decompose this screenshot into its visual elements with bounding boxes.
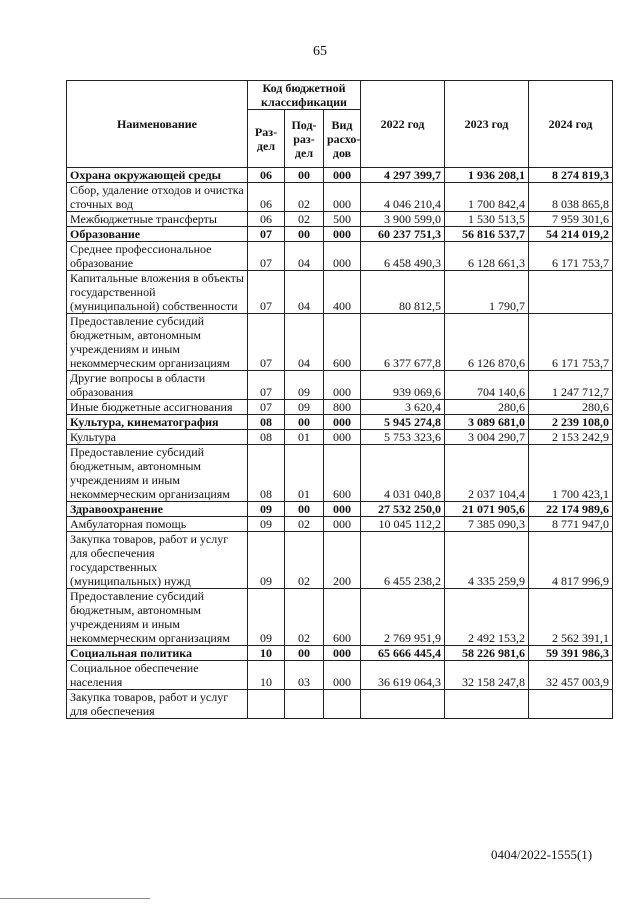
cell-name: Здравоохранение (67, 502, 248, 517)
page-number: 65 (313, 44, 327, 59)
cell-name: Среднее профессиональное образование (67, 242, 248, 271)
cell-y2024: 7 959 301,6 (529, 212, 613, 227)
cell-name: Культура, кинематография (67, 415, 248, 430)
cell-y2022: 27 532 250,0 (361, 502, 445, 517)
cell-y2023: 1 700 842,4 (445, 183, 529, 212)
cell-y2024: 6 171 753,7 (529, 314, 613, 371)
cell-y2024: 2 153 242,9 (529, 430, 613, 445)
header-podrazdel: Под-раз-дел (285, 110, 324, 168)
table-row (67, 314, 613, 371)
cell-y2023: 7 385 090,3 (445, 517, 529, 532)
cell-rz: 06 (248, 183, 285, 212)
cell-rz: 07 (248, 242, 285, 271)
cell-y2023: 1 790,7 (445, 271, 529, 314)
cell-name: Сбор, удаление отходов и очистка сточных вод (67, 183, 248, 212)
header-vid: Вид расхо-дов (324, 110, 361, 168)
cell-pr: 02 (285, 532, 324, 589)
cell-vr: 000 (324, 430, 361, 445)
cell-pr: 00 (285, 168, 324, 183)
cell-y2023: 2 492 153,2 (445, 589, 529, 646)
header-2022: 2022 год (361, 81, 445, 168)
cell-vr: 600 (324, 589, 361, 646)
cell-pr: 02 (285, 183, 324, 212)
cell-y2022: 2 769 951,9 (361, 589, 445, 646)
cell-y2024: 1 700 423,1 (529, 445, 613, 502)
cell-pr: 04 (285, 314, 324, 371)
cell-y2023: 704 140,6 (445, 371, 529, 400)
table-row (67, 415, 613, 430)
cell-y2024: 2 562 391,1 (529, 589, 613, 646)
cell-rz: 07 (248, 400, 285, 415)
cell-name: Социальная политика (67, 646, 248, 661)
cell-y2023: 3 004 290,7 (445, 430, 529, 445)
cell-y2024: 59 391 986,3 (529, 646, 613, 661)
cell-y2024: 22 174 989,6 (529, 502, 613, 517)
cell-pr: 01 (285, 445, 324, 502)
cell-name: Образование (67, 227, 248, 242)
cell-vr: 000 (324, 227, 361, 242)
cell-y2022: 6 458 490,3 (361, 242, 445, 271)
table-row (67, 183, 613, 212)
table-row (67, 227, 613, 242)
cell-y2023: 56 816 537,7 (445, 227, 529, 242)
cell-y2022: 60 237 751,3 (361, 227, 445, 242)
cell-vr: 000 (324, 371, 361, 400)
cell-rz: 07 (248, 371, 285, 400)
cell-pr: 04 (285, 242, 324, 271)
cell-y2023: 2 037 104,4 (445, 445, 529, 502)
table-row (67, 690, 613, 719)
budget-table (66, 80, 613, 719)
cell-pr: 09 (285, 371, 324, 400)
cell-y2024: 8 038 865,8 (529, 183, 613, 212)
table-row (67, 212, 613, 227)
cell-y2024: 1 247 712,7 (529, 371, 613, 400)
cell-name: Предоставление субсидий бюджетным, автономным учреждениям и иным некоммерческим организациям (67, 445, 248, 502)
cell-y2023: 4 335 259,9 (445, 532, 529, 589)
cell-name: Другие вопросы в области образования (67, 371, 248, 400)
cell-name: Закупка товаров, работ и услуг для обеспечения (67, 690, 248, 719)
cell-pr: 00 (285, 646, 324, 661)
cell-vr: 200 (324, 532, 361, 589)
cell-pr: 01 (285, 430, 324, 445)
cell-name: Амбулаторная помощь (67, 517, 248, 532)
cell-name: Охрана окружающей среды (67, 168, 248, 183)
cell-rz: 07 (248, 227, 285, 242)
cell-y2022: 6 455 238,2 (361, 532, 445, 589)
table-row (67, 242, 613, 271)
cell-y2022: 3 900 599,0 (361, 212, 445, 227)
cell-y2022: 5 945 274,8 (361, 415, 445, 430)
cell-y2022: 6 377 677,8 (361, 314, 445, 371)
cell-pr (285, 690, 324, 719)
cell-pr: 04 (285, 271, 324, 314)
cell-y2022 (361, 690, 445, 719)
header-2024: 2024 год (529, 81, 613, 168)
cell-vr: 000 (324, 646, 361, 661)
cell-y2024: 8 771 947,0 (529, 517, 613, 532)
table-row (67, 445, 613, 502)
cell-y2022: 10 045 112,2 (361, 517, 445, 532)
header-name: Наименование (67, 81, 248, 168)
cell-y2023: 6 128 661,3 (445, 242, 529, 271)
cell-y2022: 80 812,5 (361, 271, 445, 314)
cell-y2024: 280,6 (529, 400, 613, 415)
cell-y2024: 54 214 019,2 (529, 227, 613, 242)
cell-vr (324, 690, 361, 719)
cell-pr: 03 (285, 661, 324, 690)
cell-y2022: 36 619 064,3 (361, 661, 445, 690)
table-row (67, 517, 613, 532)
cell-y2022: 4 297 399,7 (361, 168, 445, 183)
cell-rz: 07 (248, 271, 285, 314)
cell-pr: 00 (285, 502, 324, 517)
cell-vr: 000 (324, 661, 361, 690)
table-row (67, 502, 613, 517)
cell-vr: 800 (324, 400, 361, 415)
cell-name: Иные бюджетные ассигнования (67, 400, 248, 415)
document-number: 0404/2022-1555(1) (491, 847, 593, 862)
cell-y2023: 32 158 247,8 (445, 661, 529, 690)
cell-y2023: 280,6 (445, 400, 529, 415)
cell-name: Социальное обеспечение населения (67, 661, 248, 690)
cell-y2024: 4 817 996,9 (529, 532, 613, 589)
cell-rz: 09 (248, 532, 285, 589)
cell-rz: 09 (248, 502, 285, 517)
bottom-rule (0, 898, 150, 899)
header-2023: 2023 год (445, 81, 529, 168)
cell-y2024: 32 457 003,9 (529, 661, 613, 690)
cell-y2023 (445, 690, 529, 719)
table-row (67, 661, 613, 690)
cell-name: Культура (67, 430, 248, 445)
cell-vr: 600 (324, 445, 361, 502)
header-razdel: Раз-дел (248, 110, 285, 168)
cell-pr: 02 (285, 589, 324, 646)
cell-vr: 000 (324, 502, 361, 517)
cell-vr: 000 (324, 183, 361, 212)
table-row (67, 646, 613, 661)
cell-vr: 600 (324, 314, 361, 371)
cell-vr: 000 (324, 168, 361, 183)
cell-vr: 000 (324, 517, 361, 532)
table-row (67, 430, 613, 445)
cell-y2024: 8 274 819,3 (529, 168, 613, 183)
cell-y2022: 5 753 323,6 (361, 430, 445, 445)
cell-y2023: 58 226 981,6 (445, 646, 529, 661)
cell-y2023: 3 089 681,0 (445, 415, 529, 430)
cell-y2023: 1 936 208,1 (445, 168, 529, 183)
cell-vr: 500 (324, 212, 361, 227)
cell-y2022: 3 620,4 (361, 400, 445, 415)
table-row (67, 589, 613, 646)
cell-rz: 08 (248, 415, 285, 430)
cell-y2024 (529, 271, 613, 314)
cell-vr: 400 (324, 271, 361, 314)
cell-pr: 02 (285, 517, 324, 532)
cell-rz: 07 (248, 314, 285, 371)
cell-rz: 06 (248, 168, 285, 183)
cell-y2022: 4 046 210,4 (361, 183, 445, 212)
cell-pr: 00 (285, 227, 324, 242)
cell-rz: 08 (248, 445, 285, 502)
cell-y2023: 1 530 513,5 (445, 212, 529, 227)
cell-y2023: 21 071 905,6 (445, 502, 529, 517)
cell-rz (248, 690, 285, 719)
table-row (67, 532, 613, 589)
table-body (67, 168, 613, 719)
cell-y2024 (529, 690, 613, 719)
table-row (67, 168, 613, 183)
table-row (67, 371, 613, 400)
cell-y2024: 6 171 753,7 (529, 242, 613, 271)
cell-rz: 10 (248, 661, 285, 690)
cell-pr: 09 (285, 400, 324, 415)
cell-y2022: 939 069,6 (361, 371, 445, 400)
cell-rz: 09 (248, 589, 285, 646)
cell-name: Межбюджетные трансферты (67, 212, 248, 227)
table-row (67, 400, 613, 415)
header-code-group: Код бюджетной классификации (248, 81, 361, 110)
cell-name: Предоставление субсидий бюджетным, автономным учреждениям и иным некоммерческим организациям (67, 314, 248, 371)
cell-rz: 10 (248, 646, 285, 661)
table-row (67, 271, 613, 314)
cell-vr: 000 (324, 415, 361, 430)
cell-y2023: 6 126 870,6 (445, 314, 529, 371)
cell-y2024: 2 239 108,0 (529, 415, 613, 430)
cell-name: Предоставление субсидий бюджетным, автономным учреждениям и иным некоммерческим организациям (67, 589, 248, 646)
cell-rz: 06 (248, 212, 285, 227)
cell-name: Закупка товаров, работ и услуг для обеспечения государственных (муниципальных) нужд (67, 532, 248, 589)
cell-pr: 00 (285, 415, 324, 430)
cell-pr: 02 (285, 212, 324, 227)
cell-rz: 09 (248, 517, 285, 532)
cell-rz: 08 (248, 430, 285, 445)
cell-vr: 000 (324, 242, 361, 271)
cell-y2022: 65 666 445,4 (361, 646, 445, 661)
cell-name: Капитальные вложения в объекты государственной (муниципальной) собственности (67, 271, 248, 314)
cell-y2022: 4 031 040,8 (361, 445, 445, 502)
